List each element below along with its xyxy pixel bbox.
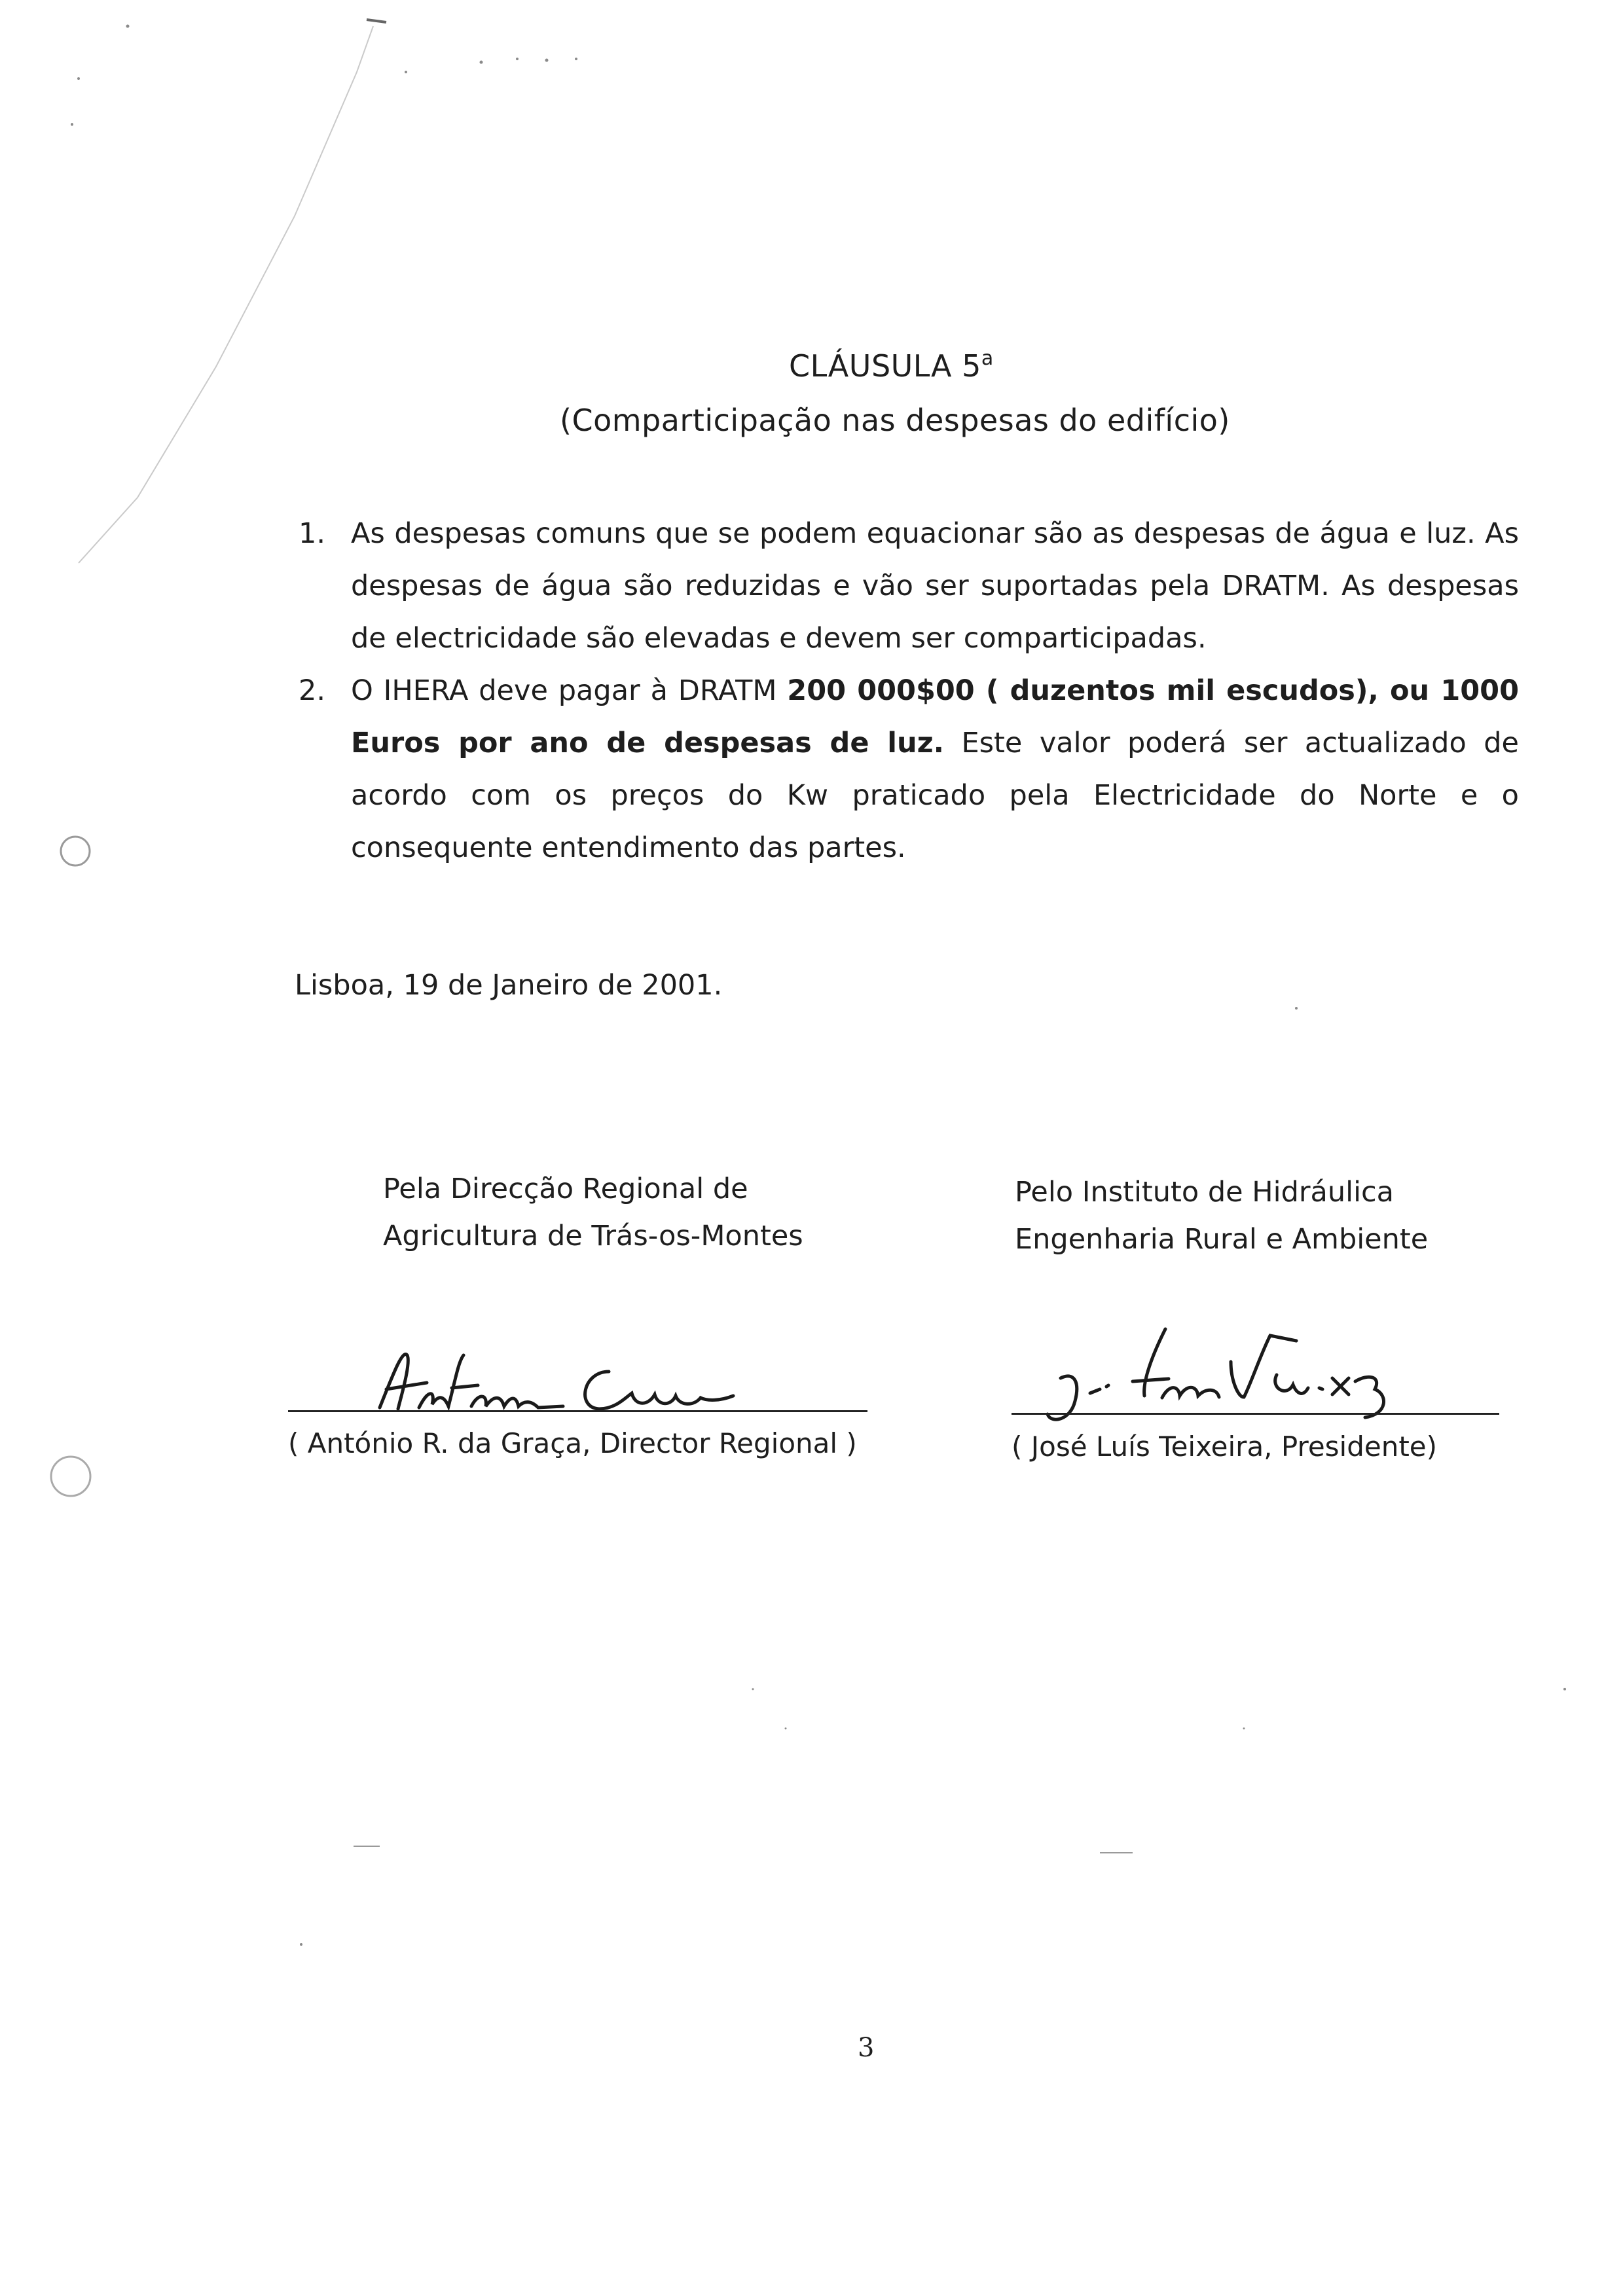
clause-item-text-after: Este valor poderá ser actualizado de acordo com os preços do Kw praticado pela Electricidade do Norte e o consequente entendimento das partes. <box>351 727 1519 864</box>
clause-item-number: 1. <box>299 517 326 550</box>
signatory-right: ( José Luís Teixeira, Presidente) <box>1012 1430 1438 1463</box>
clause-item-text-before: O IHERA deve pagar à DRATM <box>351 674 788 707</box>
clause-item-number: 2. <box>299 674 326 707</box>
signature-line-right <box>1012 1413 1499 1415</box>
clause-item-text-bold: 200 000$00 ( duzentos mil escudos), ou 1000 Euros por ano de despesas de luz. <box>351 674 1519 759</box>
clause-item-text: As despesas comuns que se podem equacionar são as despesas de água e luz. As despesas de água são reduzidas e vão ser suportadas pela DRATM. As despesas de electricidade são elevadas e devem ser comparticipadas. <box>351 517 1519 655</box>
clause-item-2 <box>295 665 1519 874</box>
clause-title <box>789 347 994 384</box>
party-right-line1: Pelo Instituto de Hidráulica <box>1015 1176 1395 1209</box>
party-left-line1: Pela Direcção Regional de <box>383 1173 748 1205</box>
signatory-left: ( António R. da Graça, Director Regional ) <box>288 1427 857 1459</box>
signature-right <box>1034 1316 1401 1427</box>
clause-title-superscript: a <box>981 347 994 370</box>
signature-left <box>367 1336 759 1421</box>
party-right-line2: Engenharia Rural e Ambiente <box>1015 1223 1429 1256</box>
place-date: Lisboa, 19 de Janeiro de 2001. <box>295 969 723 1002</box>
party-left <box>383 1165 803 1260</box>
clause-item-1 <box>295 507 1519 665</box>
clause-subtitle: (Comparticipação nas despesas do edifício) <box>560 403 1230 438</box>
clause-list <box>295 507 1519 874</box>
party-right <box>1015 1169 1428 1263</box>
party-left-line2: Agricultura de Trás-os-Montes <box>383 1220 803 1252</box>
signature-line-left <box>288 1410 867 1412</box>
clause-title-text: CLÁUSULA 5 <box>789 348 981 384</box>
page-number: 3 <box>858 2033 875 2063</box>
